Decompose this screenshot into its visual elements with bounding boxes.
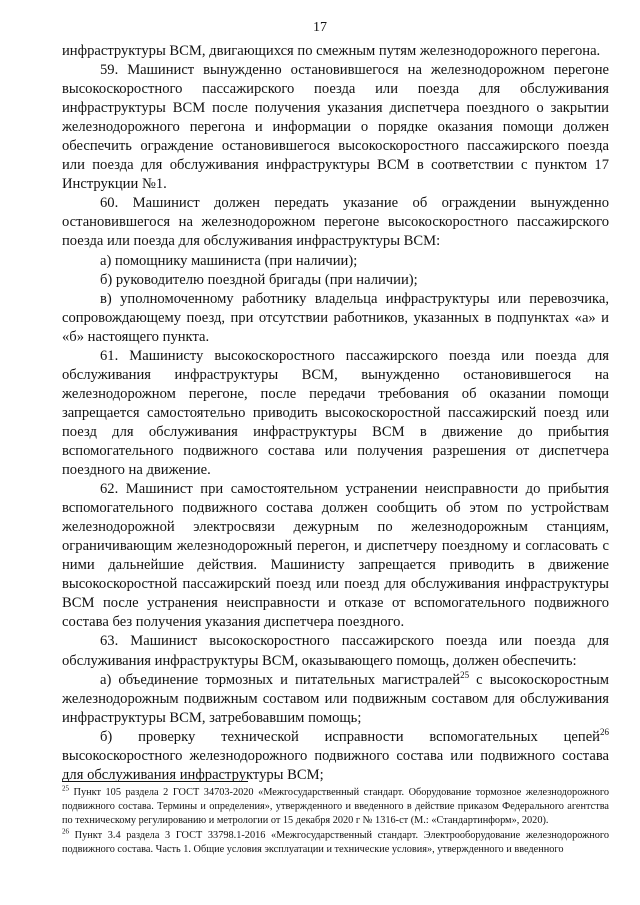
paragraph-60-item-b: б) руководителю поездной бригады (при наличии); <box>100 271 418 288</box>
footnotes <box>62 786 609 857</box>
footnote-text: Пункт 105 раздела 2 ГОСТ 34703-2020 «Межгосударственный стандарт. Оборудование тормозное железнодорожного подвижного состава. Термины и определения», утвержденного и введенного в действие приказом Федерального агентства по техническому регулированию и метрологии от 15 декабря 2020 г № 1316-ст (М.: «Стандартинформ», 2020). <box>62 787 609 827</box>
footnote-number: 26 <box>62 827 69 836</box>
footnote-ref-26[interactable]: 26 <box>600 726 609 737</box>
paragraph-continuation: инфраструктуры ВСМ, двигающихся по смежным путям железнодорожного перегона. <box>62 43 601 59</box>
paragraph-60-item-a: а) помощнику машиниста (при наличии); <box>100 252 358 269</box>
footnote-number: 25 <box>62 784 69 793</box>
main-text <box>62 42 609 785</box>
page-number: 17 <box>313 20 327 35</box>
paragraph-63-item-a <box>62 671 609 728</box>
paragraph-63-item-b-tail: высокоскоростного железнодорожного подвижного состава или подвижного состава для обслуживания инфраструктуры ВСМ; <box>62 747 609 783</box>
paragraph-60-item-c: в) уполномоченному работнику владельца инфраструктуры или перевозчика, сопровождающему поезд, при отсутствии работников, указанных в подпунктах «а» и «б» настоящего пункта. <box>62 290 609 345</box>
paragraph-59: 59. Машинист вынужденно остановившегося на железнодорожном перегоне высокоскоростного пассажирского поезда или поезда для обслуживания инфраструктуры ВСМ после получения указания диспетчера поездного о закрытии железнодорожного перегона и информации о порядке оказания помощи должен обеспечить ограждение остановившегося высокоскоростного пассажирского поезда или поезда для обслуживания инфраструктуры ВСМ в соответствии с пунктом 17 Инструкции №1. <box>62 62 609 193</box>
footnote-ref-25[interactable]: 25 <box>460 669 470 680</box>
paragraph-63-item-a-text: а) объединение тормозных и питательных магистралей <box>100 671 461 688</box>
paragraph-62: 62. Машинист при самостоятельном устранении неисправности до прибытия вспомогательного подвижного состава должен сообщить об этом по устройствам железнодорожной электросвязи дежурным по железнодорожным станциям, ограничивающим железнодорожный перегон, и диспетчеру поездному и согласовать с ними дальнейшие действия. Машинисту запрещается приводить в движение высокоскоростной пассажирский поезд или поезд для обслуживания инфраструктуры ВСМ после устранения неисправности и отказе от вспомогательного подвижного состава без получения указания диспетчера поездного. <box>62 481 609 631</box>
paragraph-63: 63. Машинист высокоскоростного пассажирского поезда или поезда для обслуживания инфраструктуры ВСМ, оказывающего помощь, должен обеспечить: <box>62 633 609 669</box>
footnote-text: Пункт 3.4 раздела 3 ГОСТ 33798.1-2016 «Межгосударственный стандарт. Электрооборудование железнодорожного подвижного состава. Часть 1. Общие условия эксплуатации и технические условия», утвержденного и введенного <box>62 829 609 855</box>
paragraph-63-item-b <box>62 728 609 785</box>
footnote-separator <box>62 781 248 782</box>
footnote-25 <box>62 786 609 829</box>
paragraph-60: 60. Машинист должен передать указание об ограждении вынужденно остановившегося на железнодорожном перегоне высокоскоростного пассажирского поезда или поезда для обслуживания инфраструктуры ВСМ: <box>62 195 609 250</box>
paragraph-63-item-b-text: б) проверку технической исправности вспомогательных цепей <box>100 728 600 745</box>
footnote-26 <box>62 829 609 857</box>
paragraph-63-item-a-tail: с высокоскоростным железнодорожным подвижным составом или подвижным составом для обслуживания инфраструктуры ВСМ, затребовавшим помощь; <box>62 671 609 726</box>
paragraph-61: 61. Машинисту высокоскоростного пассажирского поезда или поезда для обслуживания инфраструктуры ВСМ, вынужденно остановившегося на железнодорожном перегоне, после передачи требования об оказании помощи запрещается самостоятельно приводить высокоскоростной пассажирский поезд или поезд для обслуживания инфраструктуры ВСМ в движение до прибытия вспомогательного подвижного состава или получения разрешения от диспетчера поездного на движение. <box>62 347 609 479</box>
